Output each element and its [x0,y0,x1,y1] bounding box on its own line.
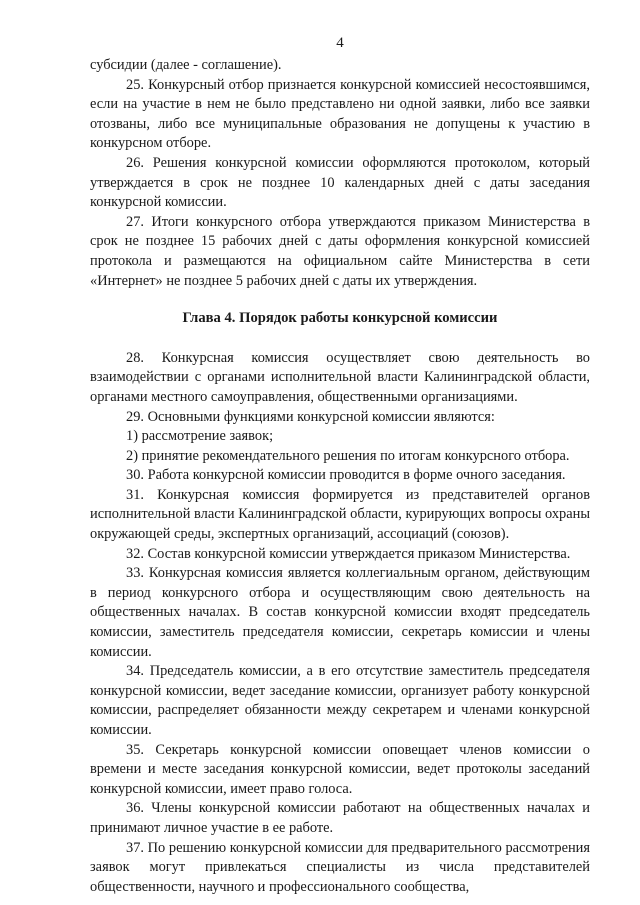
paragraph-37: 37. По решению конкурсной комиссии для предварительного рассмотрения заявок могут привлекаться специалисты из числа представителей общественности, научного и профессионального сообщества, [90,839,590,895]
paragraph-35: 35. Секретарь конкурсной комиссии оповещает членов комиссии о времени и месте заседания конкурсной комиссии, ведет протоколы заседаний конкурсной комиссии, имеет право голоса. [90,741,590,797]
paragraph-36: 36. Члены конкурсной комиссии работают на общественных началах и принимают личное участие в ее работе. [90,800,590,836]
paragraph-31: 31. Конкурсная комиссия формируется из представителей органов исполнительной власти Калининградской области, курирующих вопросы охраны окружающей среды, экспертных организаций, ассоциаций (союзов). [90,486,590,543]
paragraph-34: 34. Председатель комиссии, а в его отсутствие заместитель председателя конкурсной комиссии, ведет заседание комиссии, организует работу конкурсной комиссии, распределяет обязанности между секретарем и членами конкурсной комиссии. [90,663,590,738]
chapter-title: Глава 4. Порядок работы конкурсной комиссии [182,310,498,327]
paragraph-32: 32. Состав конкурсной комиссии утверждается приказом Министерства. [126,545,571,562]
page-number: 4 [336,35,344,51]
document-body [90,56,590,897]
paragraph-25: 25. Конкурсный отбор признается конкурсной комиссией несостоявшимся, если на участие в нем не было представлено ни одной заявки, либо все заявки отозваны, либо все муниципальные образования не допущены к участию в конкурсном отборе. [90,76,590,152]
paragraph-29-item-1: 1) рассмотрение заявок; [126,428,274,445]
paragraph-29-item-2: 2) принятие рекомендательного решения по итогам конкурсного отбора. [126,447,570,464]
paragraph-26: 26. Решения конкурсной комиссии оформляются протоколом, который утверждается в срок не позднее 10 календарных дней с даты заседания конкурсной комиссии. [90,154,590,211]
document-page [90,0,590,905]
paragraph-27: 27. Итоги конкурсного отбора утверждаются приказом Министерства в срок не позднее 15 рабочих дней с даты оформления конкурсной комиссией протокола и размещаются на официальном сайте Министерства в сети «Интернет» не позднее 5 рабочих дней с даты их утверждения. [90,213,590,289]
paragraph-continuation: субсидии (далее - соглашение). [90,57,282,73]
paragraph-33: 33. Конкурсная комиссия является коллегиальным органом, действующим в период конкурсного отбора и осуществляющим свою деятельность на общественных началах. В состав конкурсной комиссии входят председатель комиссии, заместитель председателя комиссии, секретарь комиссии и члены комиссии. [90,565,590,660]
paragraph-29: 29. Основными функциями конкурсной комиссии являются: [126,408,495,425]
paragraph-30: 30. Работа конкурсной комиссии проводится в форме очного заседания. [126,467,566,484]
paragraph-28: 28. Конкурсная комиссия осуществляет свою деятельность во взаимодействии с органами исполнительной власти Калининградской области, органами местного самоуправления, общественными организациями. [90,349,590,405]
